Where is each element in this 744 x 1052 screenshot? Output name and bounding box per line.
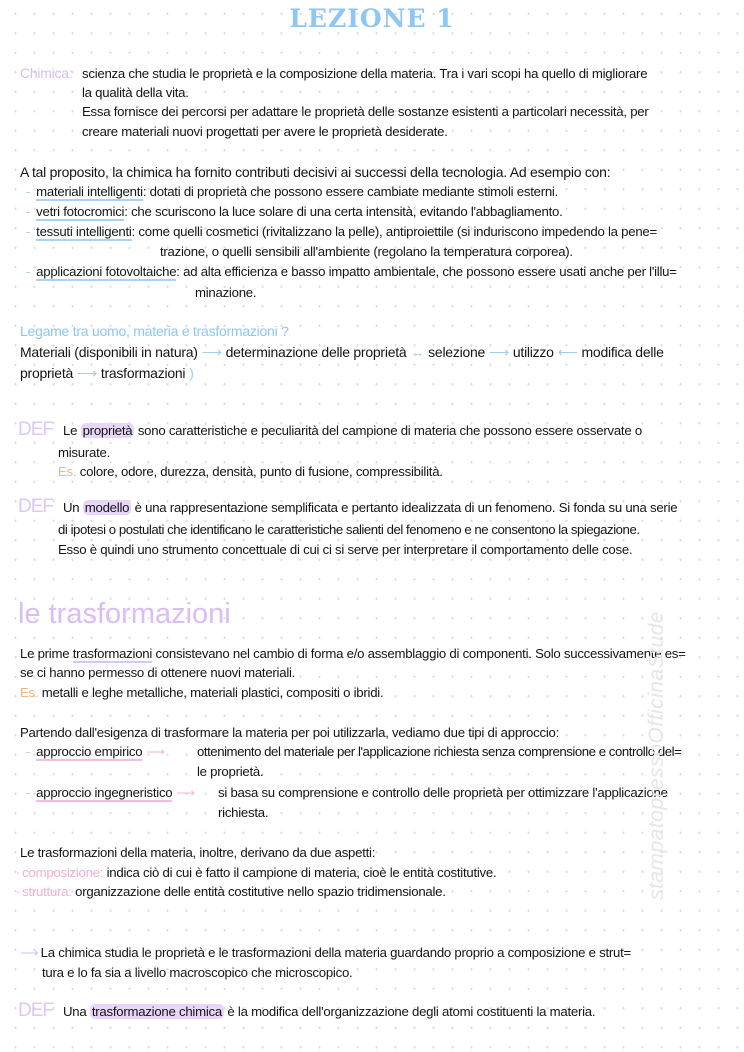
es-label: Es. — [20, 685, 39, 700]
list-item: · struttura: organizzazione delle entità costitutive nello spazio tridimensionale. — [16, 884, 446, 899]
approcci-intro: Partendo dall'esigenza di trasformare la materia per poi utilizzarla, vediamo due tipi di approccio: — [20, 725, 560, 740]
definition-continuation: di ipotesi o postulati che identificano le caratteristiche salienti del fenomeno e ne consentono la spiegazione. — [58, 522, 640, 537]
arrow-right-icon: ⟶ — [489, 344, 509, 360]
arrow-right-icon: ⟶ — [20, 945, 39, 960]
term: approccio empirico — [36, 744, 143, 759]
term: vetri fotocromici — [36, 204, 125, 219]
conclusion-line: tura e lo fa sia a livello macroscopico che microscopico. — [42, 965, 353, 980]
chimica-line: creare materiali nuovi progettati per avere le proprietà desiderate. — [82, 124, 448, 139]
def-tag: DEF — [18, 496, 53, 517]
definition-trasformazione-chimica — [18, 1000, 596, 1021]
flow-step: determinazione delle proprietà — [225, 344, 407, 360]
list-item: - applicazioni fotovoltaiche: ad alta efficienza e basso impatto ambientale, che possono essere usati anche per l'illu= — [26, 264, 677, 279]
def-tag: DEF — [18, 1000, 53, 1021]
definition: ottenimento del materiale per l'applicazione richiesta senza comprensione e controllo del= — [197, 744, 682, 759]
list-item-continuation: trazione, o quelli sensibili all'ambiente (regolano la temperatura corporea). — [160, 244, 573, 259]
definition-modello — [18, 496, 678, 517]
loop-arrow-icon: ) — [189, 365, 194, 381]
arrow-left-icon: ⟵ — [557, 344, 578, 360]
term: struttura: — [22, 884, 72, 899]
chimica-line: la qualità della vita. — [82, 85, 189, 100]
definition-continuation: le proprietà. — [197, 764, 264, 779]
paragraph-line — [20, 646, 686, 662]
text: Un — [63, 500, 80, 515]
definition-proprieta — [18, 419, 642, 440]
definition-continuation: richiesta. — [218, 805, 269, 820]
list-item: - approccio ingegneristico ⟶ — [26, 785, 196, 800]
conclusion-line — [20, 945, 631, 961]
text: sono caratteristiche e peculiarità del campione di materia che possono essere osservate o — [137, 423, 642, 438]
list-item: · composizione: indica ciò di cui è fatto il campione di materia, cioè le entità costitutive. — [16, 865, 497, 880]
definition: si basa su comprensione e controllo delle proprietà per ottimizzare l'applicazione — [218, 785, 668, 800]
paragraph-line: se ci hanno permesso di ottenere nuovi materiali. — [20, 665, 296, 680]
flow-step: trasformazioni — [100, 365, 186, 381]
watermark: stampatopressoOfficinaStude — [645, 611, 668, 900]
definition-continuation: Esso è quindi uno strumento concettuale di cui ci si serve per interpretare il comportamento delle cose. — [58, 542, 633, 557]
highlighted-term: proprietà — [82, 423, 133, 438]
flow-step: selezione — [428, 344, 486, 360]
definition: organizzazione delle entità costitutive nello spazio tridimensionale. — [75, 884, 446, 899]
legame-flow — [20, 344, 664, 360]
flow-step: proprietà — [20, 365, 74, 381]
example — [20, 685, 383, 701]
chimica-line: scienza che studia le proprietà e la composizione della materia. Tra i vari scopi ha quello di migliorare — [82, 66, 648, 81]
page-title: LEZIONE 1 — [289, 4, 455, 33]
text: La chimica studia le proprietà e le trasformazioni della materia guardando proprio a composizione e strut= — [40, 945, 632, 960]
definition: : ad alta efficienza e basso impatto ambientale, che possono essere usati anche per l'illu= — [176, 264, 677, 279]
definition: : dotati di proprietà che possono essere cambiate mediante stimoli esterni. — [142, 184, 559, 199]
flow-step: utilizzo — [512, 344, 554, 360]
example-text: metalli e leghe metalliche, materiali plastici, compositi o ibridi. — [41, 685, 384, 700]
arrow-right-icon: ⟶ — [146, 744, 165, 759]
arrow-both-icon: ↔ — [410, 344, 425, 360]
legame-flow-2 — [20, 365, 198, 381]
term: approccio ingegneristico — [36, 785, 173, 800]
text: è una rappresentazione semplificata e pertanto idealizzata di un fenomeno. Si fonda su una serie — [134, 500, 678, 515]
definition-continuation: misurate. — [58, 445, 110, 460]
list-item: - tessuti intelligenti: come quelli cosmetici (rivitalizzano la pelle), antiproiettile (si induriscono impedendo la pene= — [26, 224, 657, 239]
aspetti-intro: Le trasformazioni della materia, inoltre, derivano da due aspetti: — [20, 845, 376, 860]
es-label: Es. — [58, 464, 77, 479]
list-item: - vetri fotocromici: che scuriscono la luce solare di una certa intensità, evitando l'abbagliamento. — [26, 204, 563, 219]
example — [58, 464, 443, 480]
chimica-line: Essa fornisce dei percorsi per adattare le proprietà delle sostanze esistenti a particolari necessità, per — [82, 104, 649, 119]
def-tag: DEF — [18, 419, 53, 440]
term: tessuti intelligenti — [36, 224, 132, 239]
text: consistevano nel cambio di forma e/o assemblaggio di componenti. Solo successivamente es= — [155, 646, 686, 661]
flow-step: Materiali (disponibili in natura) — [20, 344, 198, 360]
text: è la modifica dell'organizzazione degli atomi costituenti la materia. — [227, 1004, 596, 1019]
text: Le — [63, 423, 78, 438]
arrow-right-icon: ⟶ — [77, 365, 97, 381]
list-item-continuation: minazione. — [195, 285, 257, 300]
flow-step: modifica delle — [581, 344, 664, 360]
text: Le prime — [20, 646, 70, 661]
list-item: - materiali intelligenti: dotati di proprietà che possono essere cambiate mediante stimoli esterni. — [26, 184, 559, 199]
highlighted-term: trasformazione chimica — [91, 1004, 222, 1019]
legame-heading: Legame tra uomo, materia e trasformazioni ? — [20, 323, 289, 339]
text: Una — [63, 1004, 87, 1019]
term: materiali intelligenti — [36, 184, 143, 199]
term: trasformazioni — [72, 646, 153, 661]
term: composizione: — [22, 865, 104, 880]
term: applicazioni fotovoltaiche — [36, 264, 177, 279]
example-text: colore, odore, durezza, densità, punto di fusione, compressibilità. — [79, 464, 443, 479]
arrow-right-icon: ⟶ — [201, 344, 222, 360]
section-title: le trasformazioni — [18, 598, 231, 630]
definition: : come quelli cosmetici (rivitalizzano la pelle), antiproiettile (si induriscono impedendo la pene= — [131, 224, 657, 239]
tech-intro: A tal proposito, la chimica ha fornito contributi decisivi ai successi della tecnologia. Ad esempio con: — [20, 164, 611, 180]
highlighted-term: modello — [84, 500, 130, 515]
chimica-label: Chimica: — [20, 65, 73, 81]
arrow-right-icon: ⟶ — [176, 785, 196, 800]
list-item: - approccio empirico ⟶ — [26, 744, 165, 759]
definition: indica ciò di cui è fatto il campione di materia, cioè le entità costitutive. — [106, 865, 497, 880]
definition: : che scuriscono la luce solare di una certa intensità, evitando l'abbagliamento. — [124, 204, 563, 219]
